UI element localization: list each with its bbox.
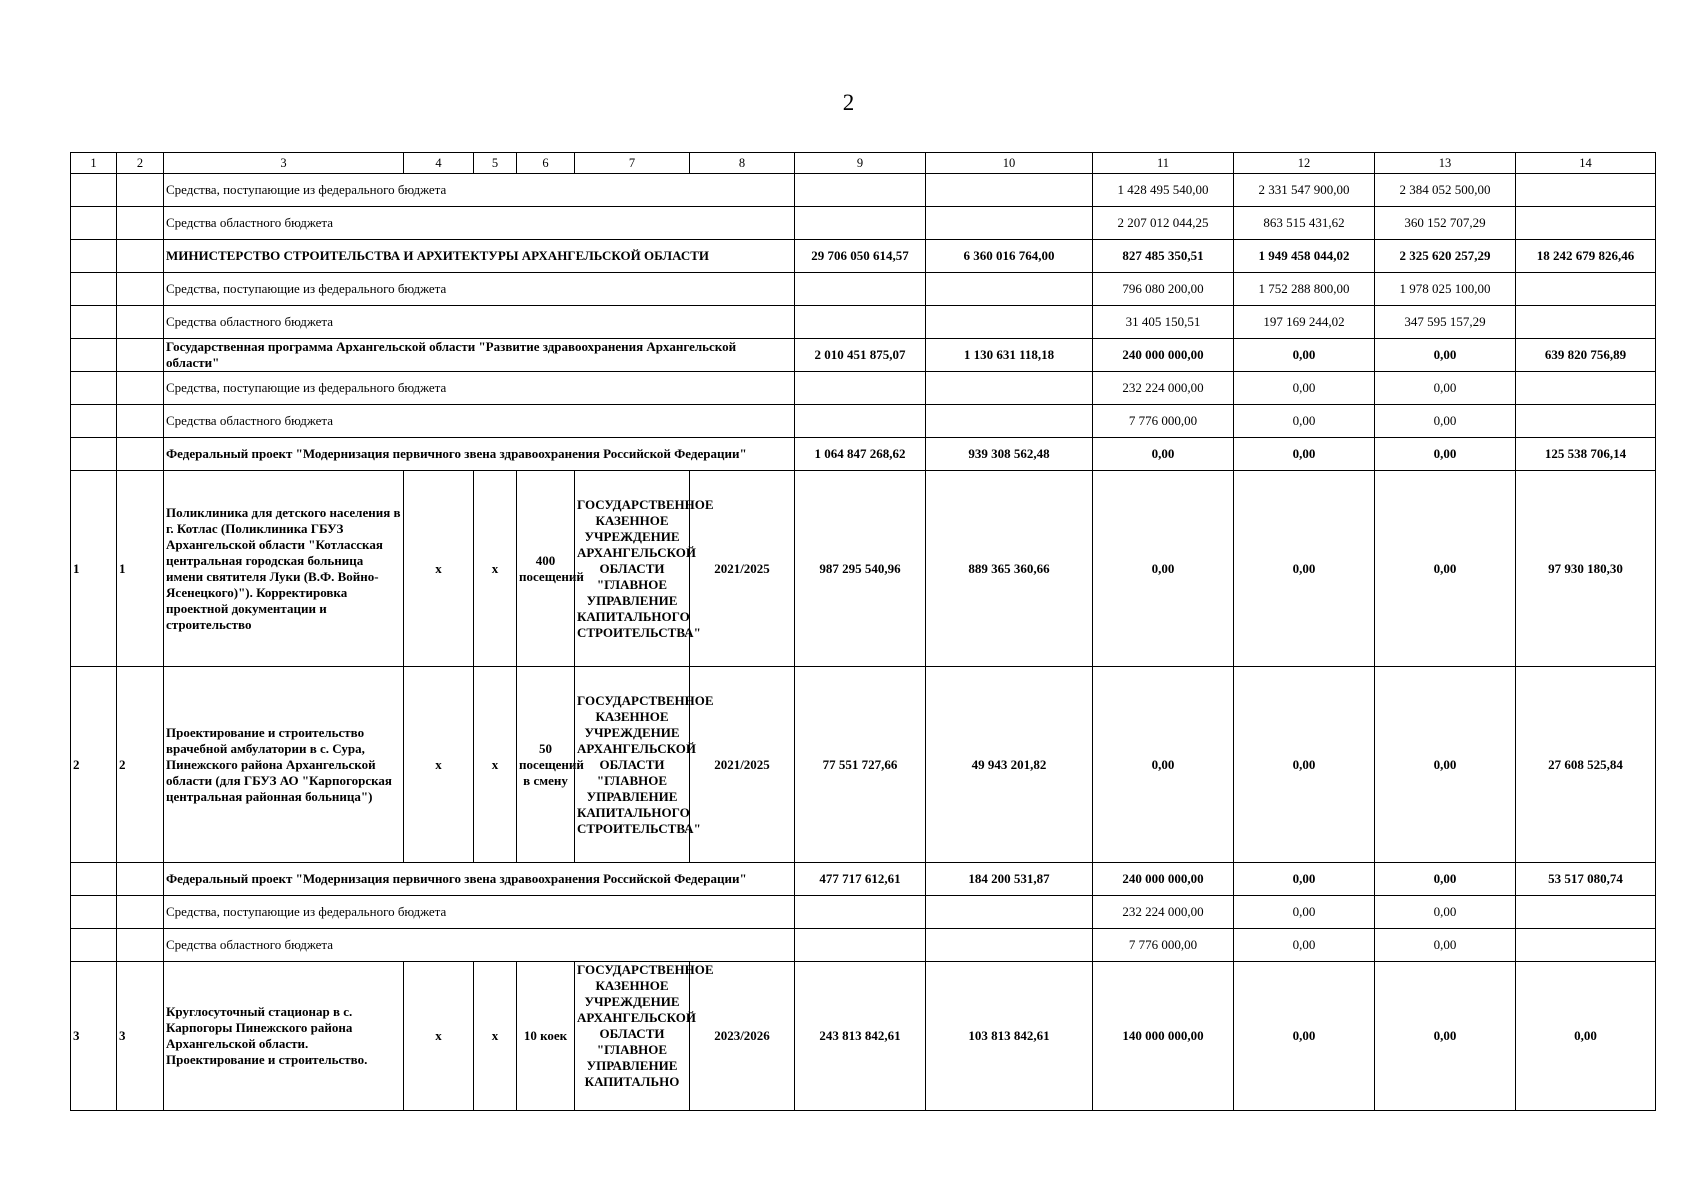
period-cell: 2021/2025 — [690, 667, 795, 863]
customer-cell: ГОСУДАРСТВЕННОЕ КАЗЕННОЕ УЧРЕЖДЕНИЕ АРХАНГЕЛЬСКОЙ ОБЛАСТИ "ГЛАВНОЕ УПРАВЛЕНИЕ КАПИТАЛЬНО — [575, 962, 690, 1111]
amount-cell: 0,00 — [1375, 896, 1516, 929]
col-num: 3 — [164, 153, 404, 174]
amount-cell: 939 308 562,48 — [926, 438, 1093, 471]
amount-cell: 0,00 — [1234, 372, 1375, 405]
amount-cell: 0,00 — [1234, 405, 1375, 438]
object-name: Проектирование и строительство врачебной амбулатории в с. Сура, Пинежского района Архангельской области (для ГБУЗ АО "Карпогорская центральная районная больница") — [164, 667, 404, 863]
row-number: 3 — [71, 962, 117, 1111]
col-num: 5 — [474, 153, 517, 174]
table-row — [71, 372, 1656, 405]
amount-cell: 0,00 — [1375, 929, 1516, 962]
amount-cell: 1 064 847 268,62 — [795, 438, 926, 471]
amount-cell: 0,00 — [1093, 471, 1234, 667]
object-row — [71, 962, 1656, 1111]
row-number: 3 — [117, 962, 164, 1111]
amount-cell: 0,00 — [1234, 667, 1375, 863]
row-label: Средства, поступающие из федерального бюджета — [164, 174, 795, 207]
object-cell: х — [474, 962, 517, 1111]
object-row — [71, 471, 1656, 667]
col-num: 9 — [795, 153, 926, 174]
table-row — [71, 339, 1656, 372]
col-num: 13 — [1375, 153, 1516, 174]
page-number: 2 — [842, 90, 855, 115]
col-num: 6 — [517, 153, 575, 174]
amount-cell: 0,00 — [1234, 438, 1375, 471]
object-cell: х — [404, 667, 474, 863]
program-label: Государственная программа Архангельской области "Развитие здравоохранения Архангельской области" — [164, 339, 795, 372]
col-num: 7 — [575, 153, 690, 174]
amount-cell: 1 978 025 100,00 — [1375, 273, 1516, 306]
col-num: 12 — [1234, 153, 1375, 174]
col-num: 2 — [117, 153, 164, 174]
table-row — [71, 306, 1656, 339]
amount-cell: 0,00 — [1093, 667, 1234, 863]
col-num: 1 — [71, 153, 117, 174]
amount-cell: 0,00 — [1234, 863, 1375, 896]
row-label: Средства областного бюджета — [164, 207, 795, 240]
row-number: 2 — [71, 667, 117, 863]
row-label: Средства, поступающие из федерального бюджета — [164, 273, 795, 306]
row-label: Средства областного бюджета — [164, 306, 795, 339]
amount-cell: 31 405 150,51 — [1093, 306, 1234, 339]
amount-cell: 0,00 — [1375, 339, 1516, 372]
amount-cell: 796 080 200,00 — [1093, 273, 1234, 306]
capacity-cell: 10 коек — [517, 962, 575, 1111]
amount-cell: 0,00 — [1375, 372, 1516, 405]
amount-cell: 889 365 360,66 — [926, 471, 1093, 667]
amount-cell: 6 360 016 764,00 — [926, 240, 1093, 273]
amount-cell: 7 776 000,00 — [1093, 929, 1234, 962]
object-name: Круглосуточный стационар в с. Карпогоры Пинежского района Архангельской области. Проектирование и строительство. — [164, 962, 404, 1111]
row-label: Средства, поступающие из федерального бюджета — [164, 896, 795, 929]
amount-cell: 1 949 458 044,02 — [1234, 240, 1375, 273]
table-row — [71, 405, 1656, 438]
amount-cell: 863 515 431,62 — [1234, 207, 1375, 240]
object-cell: х — [474, 667, 517, 863]
object-name: Поликлиника для детского населения в г. Котлас (Поликлиника ГБУЗ Архангельской области "Котласская центральная городская больница имени святителя Луки (В.Ф. Войно-Ясенецкого)"). Корректировка проектной документации и строительство — [164, 471, 404, 667]
amount-cell: 0,00 — [1375, 962, 1516, 1111]
amount-cell: 53 517 080,74 — [1516, 863, 1656, 896]
table-row — [71, 896, 1656, 929]
amount-cell: 0,00 — [1375, 471, 1516, 667]
amount-cell: 97 930 180,30 — [1516, 471, 1656, 667]
amount-cell: 240 000 000,00 — [1093, 863, 1234, 896]
amount-cell: 0,00 — [1375, 438, 1516, 471]
table-row — [71, 174, 1656, 207]
amount-cell: 639 820 756,89 — [1516, 339, 1656, 372]
table-row — [71, 438, 1656, 471]
project-label: Федеральный проект "Модернизация первичного звена здравоохранения Российской Федерации" — [164, 438, 795, 471]
object-cell: х — [404, 471, 474, 667]
object-row — [71, 667, 1656, 863]
col-num: 10 — [926, 153, 1093, 174]
project-label: Федеральный проект "Модернизация первичного звена здравоохранения Российской Федерации" — [164, 863, 795, 896]
row-label: Средства областного бюджета — [164, 929, 795, 962]
col-num: 14 — [1516, 153, 1656, 174]
amount-cell: 232 224 000,00 — [1093, 372, 1234, 405]
amount-cell: 232 224 000,00 — [1093, 896, 1234, 929]
amount-cell: 0,00 — [1234, 471, 1375, 667]
amount-cell: 49 943 201,82 — [926, 667, 1093, 863]
table-row — [71, 863, 1656, 896]
capacity-cell: 400 посещений — [517, 471, 575, 667]
amount-cell: 243 813 842,61 — [795, 962, 926, 1111]
amount-cell: 0,00 — [1234, 929, 1375, 962]
col-num: 11 — [1093, 153, 1234, 174]
budget-table — [70, 152, 1656, 1111]
row-label: Средства областного бюджета — [164, 405, 795, 438]
object-cell: х — [404, 962, 474, 1111]
table-row — [71, 207, 1656, 240]
table-row — [71, 273, 1656, 306]
amount-cell: 0,00 — [1375, 667, 1516, 863]
amount-cell: 103 813 842,61 — [926, 962, 1093, 1111]
amount-cell: 347 595 157,29 — [1375, 306, 1516, 339]
amount-cell: 1 428 495 540,00 — [1093, 174, 1234, 207]
period-cell: 2021/2025 — [690, 471, 795, 667]
amount-cell: 2 010 451 875,07 — [795, 339, 926, 372]
row-number: 2 — [117, 667, 164, 863]
amount-cell: 2 325 620 257,29 — [1375, 240, 1516, 273]
amount-cell: 0,00 — [1375, 863, 1516, 896]
column-number-row — [71, 153, 1656, 174]
amount-cell: 197 169 244,02 — [1234, 306, 1375, 339]
row-number: 1 — [71, 471, 117, 667]
amount-cell: 827 485 350,51 — [1093, 240, 1234, 273]
amount-cell: 0,00 — [1375, 405, 1516, 438]
amount-cell: 0,00 — [1234, 339, 1375, 372]
customer-cell: ГОСУДАРСТВЕННОЕ КАЗЕННОЕ УЧРЕЖДЕНИЕ АРХАНГЕЛЬСКОЙ ОБЛАСТИ "ГЛАВНОЕ УПРАВЛЕНИЕ КАПИТАЛЬНОГО СТРОИТЕЛЬСТВА" — [575, 471, 690, 667]
ministry-label: МИНИСТЕРСТВО СТРОИТЕЛЬСТВА И АРХИТЕКТУРЫ АРХАНГЕЛЬСКОЙ ОБЛАСТИ — [164, 240, 795, 273]
amount-cell: 477 717 612,61 — [795, 863, 926, 896]
table-row — [71, 240, 1656, 273]
amount-cell: 240 000 000,00 — [1093, 339, 1234, 372]
amount-cell: 2 384 052 500,00 — [1375, 174, 1516, 207]
amount-cell: 184 200 531,87 — [926, 863, 1093, 896]
table-row — [71, 929, 1656, 962]
amount-cell: 0,00 — [1234, 896, 1375, 929]
period-cell: 2023/2026 — [690, 962, 795, 1111]
amount-cell: 0,00 — [1234, 962, 1375, 1111]
amount-cell: 140 000 000,00 — [1093, 962, 1234, 1111]
amount-cell: 2 331 547 900,00 — [1234, 174, 1375, 207]
row-number: 1 — [117, 471, 164, 667]
amount-cell: 18 242 679 826,46 — [1516, 240, 1656, 273]
amount-cell: 125 538 706,14 — [1516, 438, 1656, 471]
object-cell: х — [474, 471, 517, 667]
col-num: 8 — [690, 153, 795, 174]
customer-cell: ГОСУДАРСТВЕННОЕ КАЗЕННОЕ УЧРЕЖДЕНИЕ АРХАНГЕЛЬСКОЙ ОБЛАСТИ "ГЛАВНОЕ УПРАВЛЕНИЕ КАПИТАЛЬНОГО СТРОИТЕЛЬСТВА" — [575, 667, 690, 863]
amount-cell: 360 152 707,29 — [1375, 207, 1516, 240]
amount-cell: 27 608 525,84 — [1516, 667, 1656, 863]
amount-cell: 1 130 631 118,18 — [926, 339, 1093, 372]
col-num: 4 — [404, 153, 474, 174]
amount-cell: 987 295 540,96 — [795, 471, 926, 667]
amount-cell: 7 776 000,00 — [1093, 405, 1234, 438]
amount-cell: 29 706 050 614,57 — [795, 240, 926, 273]
amount-cell: 0,00 — [1093, 438, 1234, 471]
amount-cell: 0,00 — [1516, 962, 1656, 1111]
capacity-cell: 50 посещений в смену — [517, 667, 575, 863]
amount-cell: 1 752 288 800,00 — [1234, 273, 1375, 306]
amount-cell: 2 207 012 044,25 — [1093, 207, 1234, 240]
row-label: Средства, поступающие из федерального бюджета — [164, 372, 795, 405]
amount-cell: 77 551 727,66 — [795, 667, 926, 863]
